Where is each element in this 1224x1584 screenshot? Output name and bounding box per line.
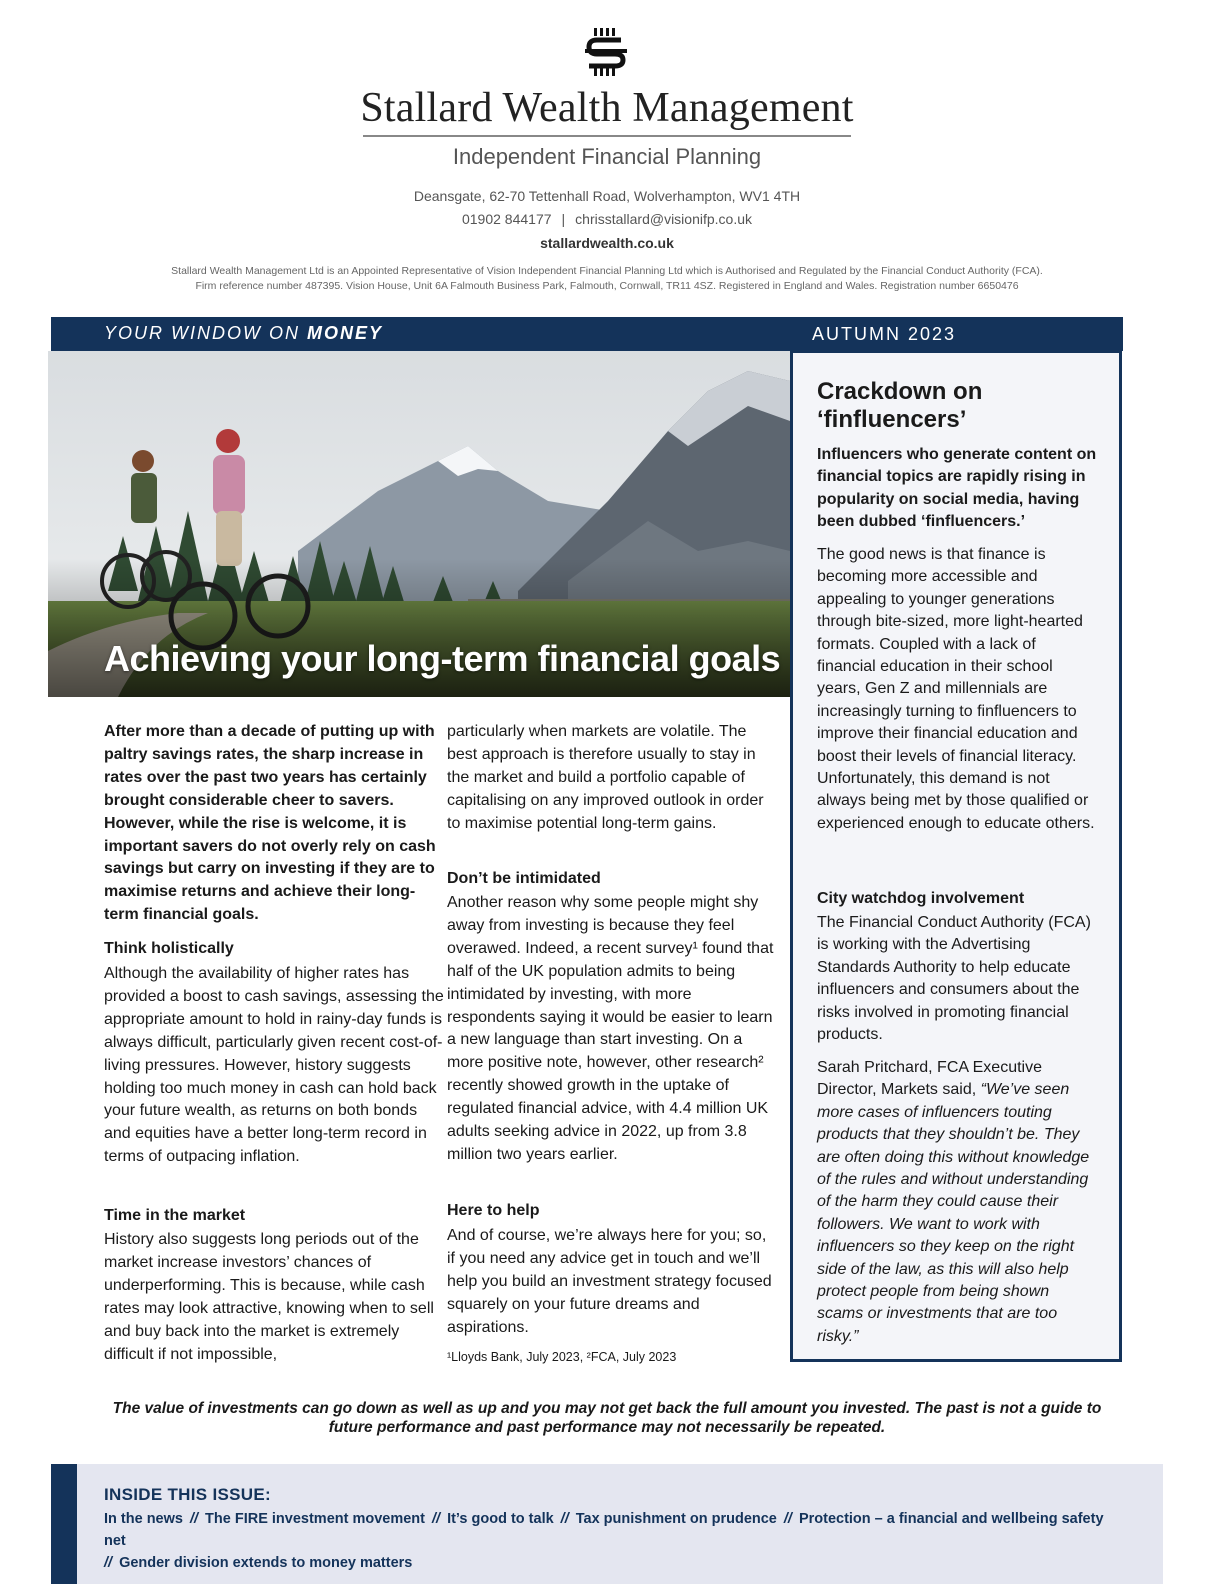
sidebar-subheading: City watchdog involvement [817,890,1025,907]
issue-link-protection[interactable]: Protection – a financial and wellbeing safety net [104,1511,1104,1549]
subheading-here-to-help: Here to help [447,1202,540,1219]
sidebar-quote-attribution: Sarah Pritchard, FCA Executive Director, Markets said, [817,1059,1042,1099]
issue-link-gender-division[interactable]: Gender division extends to money matters [119,1555,413,1571]
sidebar-quote-paragraph [817,1057,1097,1348]
article-lead: After more than a decade of putting up with paltry savings rates, the sharp increase in rates over the past two years has certainly brought considerable cheer to savers. However, while the rise is welcome, it is important savers do not overly rely on cash savings but carry on investing if they are to maximise returns and achieve their long-term financial goals. [104,723,436,924]
paragraph-dont-be-intimidated: Another reason why some people might shy away from investing is because they feel overawed. Indeed, a recent survey¹ found that half of the UK population admits to being intimidated by investing, with more respondents saying it would be easier to learn a new language than start investing. On a more positive note, however, other research² recently showed growth in the uptake of regulated financial advice, with 4.4 million UK adults seeking advice in 2022, up from 3.8 million two years earlier. [447,894,774,1163]
sidebar-title: Crackdown on ‘finfluencers’ [817,378,983,433]
footer-accent-bar [51,1464,77,1584]
email-link[interactable]: chrisstallard@visionifp.co.uk [575,211,753,227]
list-separator: // [189,1511,199,1527]
subheading-think-holistically: Think holistically [104,940,234,957]
hero-headline: Achieving your long-term financial goals [104,638,781,679]
list-separator: // [560,1511,569,1527]
subheading-time-in-market: Time in the market [104,1207,246,1224]
inside-this-issue-list [104,1508,1124,1574]
inside-this-issue-heading: INSIDE THIS ISSUE: [104,1485,271,1504]
banner-title-prefix: YOUR WINDOW ON [104,323,307,343]
banner-title-bold: MONEY [307,323,384,343]
list-separator: // [432,1511,441,1527]
sidebar-quote: “We’ve seen more cases of influencers touting products that they shouldn’t be. They are often doing this without knowledge of the rules and without understanding of the harm they could cause their followers. We want to work with influencers so they keep on the right side of the law, as this will also help protect people from being shown scams or investments that are too risky.” [817,1081,1090,1345]
company-address: Deansgate, 62-70 Tettenhall Road, Wolverhampton, WV1 4TH [413,188,801,204]
subheading-dont-be-intimidated: Don’t be intimidated [447,870,601,887]
banner-title [104,323,383,344]
regulatory-line-1: Stallard Wealth Management Ltd is an Appointed Representative of Vision Independent Financial Planning Ltd which is Authorised and Regulated by the Financial Conduct Authority (FCA). [171,265,1043,277]
issue-link-in-the-news[interactable]: In the news [104,1511,183,1527]
issue-link-tax-punishment[interactable]: Tax punishment on prudence [575,1511,777,1527]
list-separator: // [104,1555,113,1571]
issue-link-good-to-talk[interactable]: It’s good to talk [447,1511,554,1527]
paragraph-continuation: particularly when markets are volatile. The best approach is therefore usually to stay in the market and build a portfolio capable of capitalising on any improved outlook in order to maximise potential long-term gains. [447,723,764,832]
sidebar-intro: Influencers who generate content on financial topics are rapidly rising in popularity on social media, having been dubbed ‘finfluencers.’ [817,446,1097,531]
issue-date: AUTUMN 2023 [812,324,957,344]
sidebar-paragraph-2: The Financial Conduct Authority (FCA) is working with the Advertising Standards Authority to help educate influencers and consumers about the risks involved in promoting financial products. [817,914,1091,1044]
paragraph-time-in-market: History also suggests long periods out of the market increase investors’ chances of underperforming. This is because, while cash rates may look attractive, knowing when to sell and buy back into the market is extremely difficult if not impossible, [104,1231,434,1363]
paragraph-think-holistically: Although the availability of higher rates has provided a boost to cash savings, assessing the appropriate amount to hold in rainy-day funds is always difficult, particularly given recent cost-of-living pressures. However, history suggests holding too much money in cash can hold back your future wealth, as returns on both bonds and equities have a better long-term record in terms of outpacing inflation. [104,965,444,1166]
list-separator: // [783,1511,792,1527]
footnote: ¹Lloyds Bank, July 2023, ²FCA, July 2023 [447,1350,677,1364]
company-name: Stallard Wealth Management [360,85,854,131]
paragraph-here-to-help: And of course, we’re always here for you; so, if you need any advice get in touch and we’ll help you build an investment strategy focused squarely on your future dreams and aspirations. [447,1227,772,1336]
contact-separator: | [561,211,566,227]
website-link[interactable]: stallardwealth.co.uk [540,235,674,251]
sidebar-paragraph-1: The good news is that finance is becoming more accessible and appealing to younger generations through bite-sized, more light-hearted formats. Coupled with a lack of financial education in their school years, Gen Z and millennials are increasingly turning to finfluencers to improve their financial education and boost their levels of financial literacy. Unfortunately, this demand is not always being met by those qualified or experienced enough to educate others. [817,546,1095,832]
regulatory-text [60,264,1154,294]
company-logo-icon [585,28,627,76]
contact-line [0,211,1214,227]
phone-number: 01902 844177 [461,211,552,227]
company-tagline: Independent Financial Planning [452,144,762,169]
issue-link-fire-movement[interactable]: The FIRE investment movement [205,1511,425,1527]
risk-disclaimer: The value of investments can go down as well as up and you may not get back the full amount you invested. The past is not a guide to future performance and past performance may not necessarily be repeated. [112,1400,1102,1436]
regulatory-line-2: Firm reference number 487395. Vision House, Unit 6A Falmouth Business Park, Falmouth, Cornwall, TR11 4SZ. Registered in England and Wales. Registration number 6650476 [195,280,1019,292]
header-divider [363,135,851,137]
